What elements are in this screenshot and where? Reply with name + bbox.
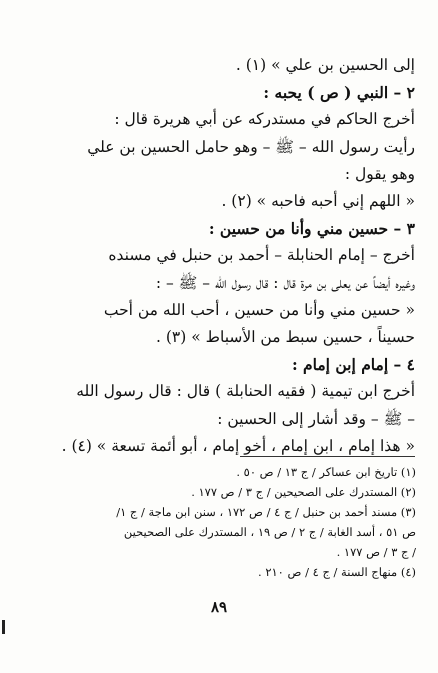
footnote-line: ص ٥١ ، أسد الغابة / ج ٢ / ص ١٩ ، المستدرك على الصحيحين (123, 525, 416, 539)
quote-line: « حسين مني وأنا من حسين ، أحب الله من أحب (103, 300, 415, 319)
scan-edge-mark (2, 620, 5, 634)
footnotes (28, 462, 416, 582)
text-line: أخرج الحاكم في مستدركه عن أبي هريرة قال : (114, 110, 415, 129)
quote-line: « هذا إمام ، ابن إمام ، أخو إمام ، أبو أئمة تسعة » (٤) . (61, 436, 415, 455)
section-heading: ٢ – النبي ( ص ) يحبه : (263, 83, 415, 103)
text-line: إلى الحسين بن علي » (١) . (235, 56, 415, 74)
footnote-line: (١) تاريخ ابن عساكر / ج ١٣ / ص ٥٠ . (236, 465, 416, 479)
page-number: ٨٩ (210, 598, 228, 616)
quote-line: حسيناً ، حسين سبط من الأسباط » (٣) . (156, 328, 415, 347)
text-line: رأيت رسول الله – ﷺ – وهو حامل الحسين بن علي (87, 137, 415, 156)
main-text (30, 52, 415, 460)
footnote-line: / ج ٣ / ص ١٧٧ . (336, 545, 416, 559)
section-heading: ٣ – حسين مني وأنا من حسين : (208, 219, 415, 239)
section-heading: ٤ – إمام إبن إمام : (291, 355, 415, 375)
footnote-line: (٢) المستدرك على الصحيحين / ج ٣ / ص ١٧٧ . (191, 485, 416, 499)
footnote-divider (240, 456, 415, 457)
text-line: – ﷺ – وقد أشار إلى الحسين : (217, 409, 415, 428)
text-line: أخرج ابن تيمية ( فقيه الحنابلة ) قال : قال رسول الله (76, 382, 415, 401)
quote-line: « اللهم إني أحبه فاحبه » (٢) . (221, 192, 415, 211)
text-line: أخرج – إمام الحنابلة – أحمد بن حنبل في مسنده (108, 246, 415, 265)
footnote-line: (٤) منهاج السنة / ج ٤ / ص ٢١٠ . (258, 565, 416, 579)
text-line: وغيره أيضاً عن يعلى بن مرة قال : قال رسول الله – ﷺ – : (155, 273, 415, 292)
text-line: وهو يقول : (344, 164, 415, 183)
footnote-line: (٣) مسند أحمد بن حنبل / ج ٤ / ص ١٧٢ ، سنن ابن ماجة / ج ١/ (116, 505, 416, 519)
